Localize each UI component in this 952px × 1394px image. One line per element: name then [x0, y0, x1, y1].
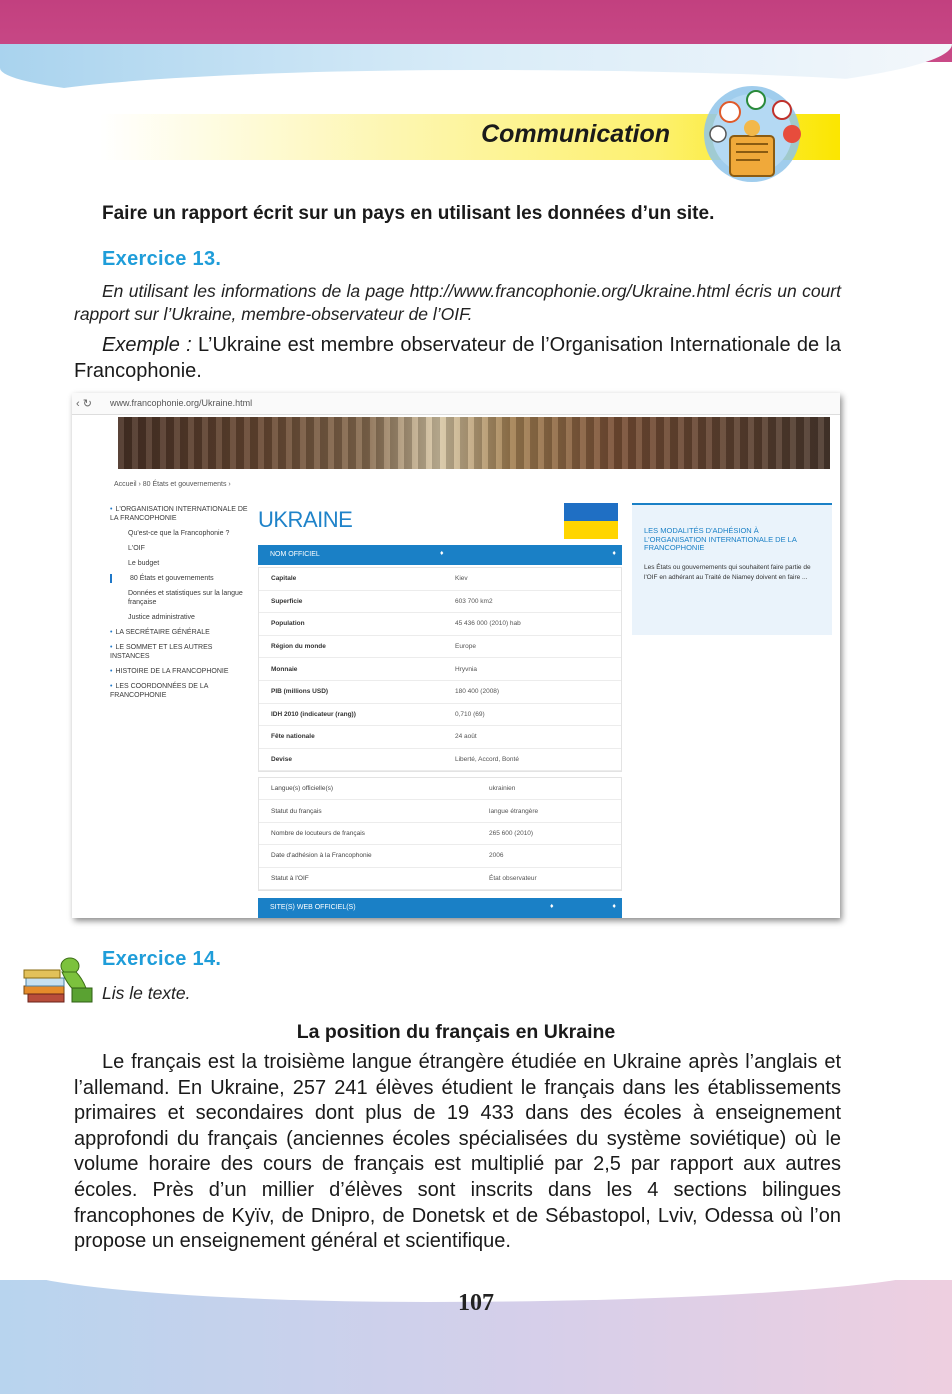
exercise-14-title: Exercice 14. — [102, 948, 222, 970]
table-row: Fête nationale 24 août — [259, 726, 621, 749]
table-row: Monnaie Hryvnia — [259, 658, 621, 681]
exercise-13-title: Exercice 13. — [102, 248, 222, 270]
table-row: Langue(s) officielle(s) ukrainien — [259, 778, 621, 800]
sidebar-item: Justice administrative — [128, 614, 195, 621]
section-title: Communication — [481, 120, 670, 148]
example-body: L’Ukraine est membre observateur de l’Organisation Internationale de la Francophonie. — [74, 334, 842, 382]
ukraine-flag-icon — [564, 503, 618, 539]
country-title: UKRAINE — [258, 507, 353, 532]
exercise-13-example — [74, 332, 841, 384]
browser-nav-icons: ‹ ↻ — [76, 398, 92, 410]
table-row: Statut du français langue étrangère — [259, 800, 621, 822]
sidebar-item: • LES COORDONNÉES DE LA FRANCOPHONIE — [110, 683, 209, 699]
site-breadcrumb: Accueil › 80 États et gouvernements › — [114, 481, 231, 488]
sidebar-item: • HISTOIRE DE LA FRANCOPHONIE — [110, 668, 229, 675]
chevron-icon: ♦ — [612, 903, 616, 910]
browser-address-bar — [72, 393, 840, 415]
site-sidebar — [110, 505, 250, 706]
site-aside-box — [632, 503, 832, 635]
language-facts-table — [258, 777, 622, 891]
website-screenshot — [72, 393, 840, 918]
sidebar-item: • LA SECRÉTAIRE GÉNÉRALE — [110, 629, 210, 636]
sidebar-item: • LE SOMMET ET LES AUTRES INSTANCES — [110, 644, 213, 660]
task-intro: Faire un rapport écrit sur un pays en utilisant les données d’un site. — [102, 203, 715, 224]
table-row: PIB (millions USD) 180 400 (2008) — [259, 681, 621, 704]
table-row: IDH 2010 (indicateur (rang)) 0,710 (69) — [259, 704, 621, 727]
aside-text: Les États ou gouvernements qui souhaitent faire partie de l'OIF en adhérant au Traité de Niamey doivent en faire ... — [644, 563, 811, 581]
aside-title: LES MODALITÉS D'ADHÉSION À L'ORGANISATION INTERNATIONALE DE LA FRANCOPHONIE — [644, 526, 797, 552]
country-facts-table — [258, 567, 622, 772]
chevron-icon: ♦ — [612, 550, 616, 557]
chevron-icon: ♦ — [550, 903, 554, 910]
bullet-icon: • — [110, 629, 113, 636]
bullet-icon: • — [110, 668, 113, 675]
table-row: Population 45 436 000 (2010) hab — [259, 613, 621, 636]
sidebar-item: Données et statistiques sur la langue française — [128, 590, 243, 606]
bullet-icon: • — [110, 683, 113, 690]
sidebar-item: Le budget — [128, 560, 160, 567]
communication-mascot-icon — [700, 78, 810, 190]
bullet-icon: • — [110, 644, 113, 651]
table-row: Date d'adhésion à la Francophonie 2006 — [259, 845, 621, 867]
sidebar-item: Qu'est-ce que la Francophonie ? — [128, 530, 230, 537]
browser-url: www.francophonie.org/Ukraine.html — [110, 398, 253, 408]
books-reading-icon — [22, 948, 94, 1006]
reading-body: Le français est la troisième langue étrangère étudiée en Ukraine après l’anglais et l’allemand. En Ukraine, 257 241 élèves étudient le français dans les établissements primaires et secondaires dont plus de 19 433 dans des écoles à enseignement approfondi du français (anciennes écoles spécialisées du système soviétique) où le volume horaire des cours de français est multiplié par 2,5 par rapport aux autres écoles. Près d’un millier d’élèves sont inscrits dans les 4 sections bilingues francophones de Kyïv, de Dnipro, de Donetsk et de Sébastopol, Lviv, Odessa où l’on propose un enseignement général et scientifique. — [74, 1051, 841, 1253]
reading-title: La position du français en Ukraine — [296, 1021, 616, 1043]
exercise-14-instruction: Lis le texte. — [102, 983, 191, 1003]
table-header: NOM OFFICIEL ♦ ♦ — [258, 545, 622, 565]
table-row: Devise Liberté, Accord, Bonté — [259, 749, 621, 772]
table-row: Statut à l'OIF État observateur — [259, 868, 621, 890]
table-row: Capitale Kiev — [259, 568, 621, 591]
table-footer: SITE(S) WEB OFFICIEL(S) ♦ ♦ — [258, 898, 622, 918]
table-row: Région du monde Europe — [259, 636, 621, 659]
site-banner-photo — [118, 417, 830, 469]
table-row: Superficie 603 700 km2 — [259, 591, 621, 614]
chevron-icon: ♦ — [440, 550, 444, 557]
exercise-13-instruction: En utilisant les informations de la page http://www.francophonie.org/Ukraine.html écris un court rapport sur l’Ukraine, membre-observateur de l’OIF. — [74, 281, 841, 324]
sidebar-item: L'OIF — [128, 545, 145, 552]
page-number: 107 — [458, 1290, 494, 1316]
example-lead: Exemple : — [102, 334, 192, 356]
table-row: Nombre de locuteurs de français 265 600 (2010) — [259, 823, 621, 845]
bullet-icon: • — [110, 506, 113, 513]
sidebar-item: • L'ORGANISATION INTERNATIONALE DE LA FRANCOPHONIE — [110, 506, 248, 522]
sidebar-item-active: 80 États et gouvernements — [110, 574, 250, 583]
